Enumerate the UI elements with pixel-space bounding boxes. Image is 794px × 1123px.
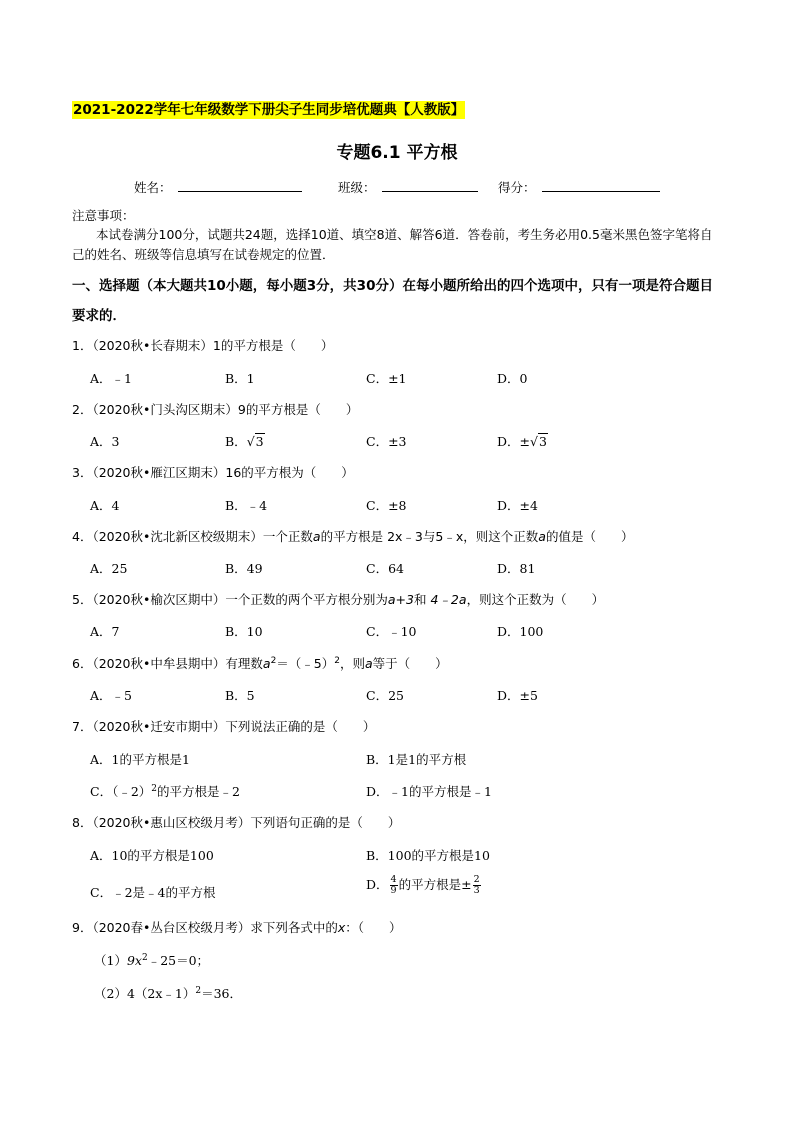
q5-expr1: a+3 [387, 592, 414, 607]
question-1-stem: 1．（2020秋•长春期末）1的平方根是（ ） [72, 338, 334, 353]
fraction-numerator: 2 [473, 874, 480, 885]
q1-option-d: D．0 [497, 371, 528, 386]
q9-sub1-expr: 9x [126, 953, 142, 968]
q3-option-b: B．﹣4 [225, 498, 268, 513]
fraction-denominator: 3 [473, 885, 480, 896]
q5-stem-part: ，则这个正数为（ ） [466, 592, 605, 607]
question-4-stem [72, 527, 633, 545]
name-blank-line[interactable] [178, 179, 302, 192]
class-blank-line[interactable] [382, 179, 478, 192]
q6-option-d: D．±5 [497, 688, 538, 703]
q7-exponent: 2 [151, 783, 158, 794]
q9-sub2-part: （2）4（2x﹣1） [94, 986, 196, 1001]
q9-sub-1 [94, 951, 209, 969]
q9-stem-part: 9．（2020春•丛台区校级月考）求下列各式中的 [72, 920, 338, 935]
sqrt-symbol: √3 [246, 434, 264, 449]
question-8-stem: 8．（2020秋•惠山区校级月考）下列语句正确的是（ ） [72, 815, 401, 830]
q7-option-b: B．1是1的平方根 [366, 752, 467, 767]
q4-option-c: C．64 [366, 561, 404, 576]
q2-d-radicand: 3 [538, 434, 547, 449]
question-6-stem [72, 654, 448, 672]
q6-option-c: C．25 [366, 688, 404, 703]
q3-option-c: C．±8 [366, 498, 407, 513]
q1-option-a: A．﹣1 [90, 371, 132, 386]
q1-option-c: C．±1 [366, 371, 407, 386]
q2-option-b [225, 432, 265, 450]
q4-expr1: 2x﹣3 [387, 529, 423, 544]
class-field[interactable] [338, 178, 478, 196]
page-title: 专题6.1 平方根 [336, 143, 458, 163]
q8-option-a: A．10的平方根是100 [90, 848, 214, 863]
q5-stem-part: 和 [413, 592, 427, 607]
q4-stem-part: 的平方根是 [320, 529, 384, 544]
q4-stem-part: 的值是（ ） [545, 529, 634, 544]
q2-option-a: A．3 [90, 434, 120, 449]
score-field[interactable] [498, 178, 660, 196]
q2-option-c: C．±3 [366, 434, 407, 449]
q1-option-b: B．1 [225, 371, 255, 386]
q5-option-c: C．﹣10 [366, 624, 417, 639]
q7-option-c [90, 782, 240, 800]
notice-label: 注意事项： [72, 208, 135, 223]
score-blank-line[interactable] [542, 179, 660, 192]
q5-expr2: 4﹣2a [430, 592, 467, 607]
q6-stem-part: 6．（2020秋•中牟县期中）有理数 [72, 656, 263, 671]
q8-option-d-text: 的平方根是± [398, 877, 472, 892]
q6-var-a: a [365, 656, 373, 671]
name-field[interactable] [134, 178, 302, 196]
question-7-stem: 7．（2020秋•迁安市期中）下列说法正确的是（ ） [72, 719, 376, 734]
fraction [390, 875, 398, 896]
q6-exponent: 2 [334, 655, 340, 666]
series-header-band: 2021-2022学年七年级数学下册尖子生同步培优题典【人教版】 [73, 102, 465, 118]
q4-stem-part: 与 [422, 529, 436, 544]
q7-option-d: D．﹣1的平方根是﹣1 [366, 784, 492, 799]
q9-sub1-part: ﹣25＝0； [147, 953, 210, 968]
q4-stem-part: ，则这个正数 [463, 529, 539, 544]
q2-option-b-label: B． [225, 434, 247, 449]
q9-stem-part: ：（ ） [345, 920, 402, 935]
q3-option-d: D．±4 [497, 498, 538, 513]
q8-option-b: B．100的平方根是10 [366, 848, 490, 863]
q4-expr2: 5﹣x [435, 529, 464, 544]
q7-option-a: A．1的平方根是1 [90, 752, 190, 767]
q9-sub1-part: （1） [94, 953, 127, 968]
q9-exponent: 2 [195, 985, 202, 996]
q8-option-d [366, 875, 482, 896]
sqrt-symbol: √3 [530, 434, 547, 449]
q8-option-d-label: D． [366, 877, 389, 892]
notice-text: 本试卷满分100分，试题共24题，选择10道、填空8道、解答6道．答卷前，考生务必用0.5毫米黑色签字笔将自己的姓名、班级等信息填写在试卷规定的位置． [72, 227, 713, 262]
question-5-stem [72, 590, 604, 608]
q6-stem-part: ＝（﹣5） [276, 656, 335, 671]
q6-option-a: A．﹣5 [90, 688, 132, 703]
q4-stem-part: 4．（2020秋•沈北新区校级期末）一个正数 [72, 529, 313, 544]
fraction-numerator: 4 [390, 874, 397, 885]
q2-b-radicand: 3 [255, 434, 264, 449]
question-9-stem [72, 918, 402, 936]
q7-option-c-part: C．（﹣2） [90, 784, 152, 799]
q9-var-x: x [337, 920, 346, 935]
q9-sub-2 [94, 984, 242, 1002]
q3-option-a: A．4 [90, 498, 120, 513]
q4-option-a: A．25 [90, 561, 128, 576]
q4-option-d: D．81 [497, 561, 536, 576]
q5-option-a: A．7 [90, 624, 120, 639]
q4-var-a: a [538, 529, 546, 544]
section-heading: 一、选择题（本大题共10小题，每小题3分，共30分）在每小题所给出的四个选项中，只有一项是符合题目要求的． [72, 278, 713, 324]
class-label: 班级： [338, 180, 376, 195]
q6-stem-part: ，则 [339, 656, 365, 671]
question-3-stem: 3．（2020秋•雁江区期末）16的平方根为（ ） [72, 465, 354, 480]
q2-option-d-label: D．± [497, 434, 530, 449]
fraction-denominator: 9 [390, 885, 397, 896]
question-2-stem: 2．（2020秋•门头沟区期末）9的平方根是（ ） [72, 402, 359, 417]
q6-var-a: a [262, 656, 271, 671]
q7-option-c-part: 的平方根是﹣2 [157, 784, 240, 799]
q4-var-a: a [312, 529, 321, 544]
q6-option-b: B．5 [225, 688, 255, 703]
q8-option-c: C．﹣2是﹣4的平方根 [90, 885, 216, 900]
q9-exponent: 2 [141, 952, 148, 963]
q2-option-d [497, 432, 548, 450]
q6-stem-part: 等于（ ） [372, 656, 448, 671]
q6-exponent: 2 [270, 655, 277, 666]
q4-option-b: B．49 [225, 561, 263, 576]
q9-sub2-part: ＝36． [201, 986, 243, 1001]
name-label: 姓名： [134, 180, 172, 195]
q5-option-d: D．100 [497, 624, 544, 639]
fraction [473, 875, 481, 896]
q5-option-b: B．10 [225, 624, 263, 639]
score-label: 得分： [498, 180, 536, 195]
q5-stem-part: 5．（2020秋•榆次区期中）一个正数的两个平方根分别为 [72, 592, 388, 607]
